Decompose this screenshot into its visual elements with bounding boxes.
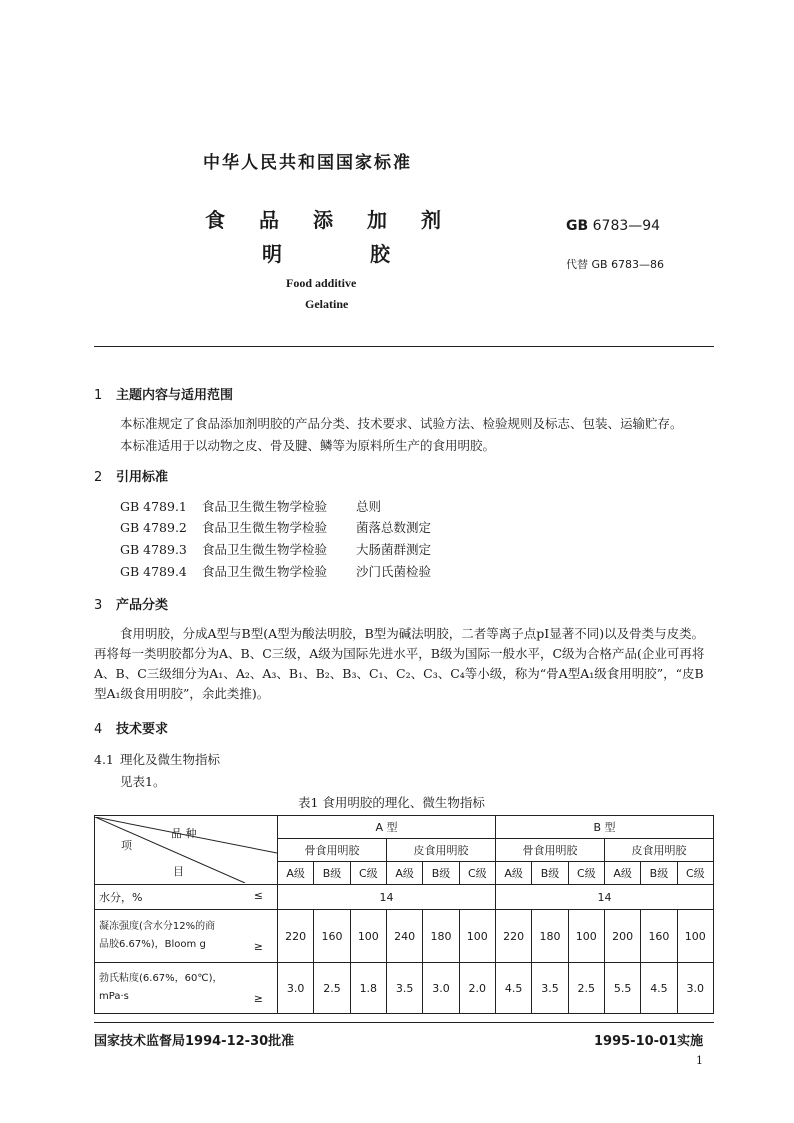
bone-header: 骨食用明胶 xyxy=(278,839,387,862)
section-title: 产品分类 xyxy=(116,598,169,613)
section-2-heading xyxy=(94,466,168,485)
section-title: 技术要求 xyxy=(116,722,169,737)
standard-body-title: 中华人民共和国国家标准 xyxy=(203,153,412,173)
value-cell: 100 xyxy=(350,910,386,963)
section-number: 4 xyxy=(94,722,103,737)
reference-item: GB 4789.3 食品卫生微生物学检验 大肠菌群测定 xyxy=(120,542,432,557)
table-corner-cell xyxy=(95,816,278,885)
value-cell: 160 xyxy=(641,910,677,963)
title-char: 剂 xyxy=(421,208,441,232)
value-cell: 220 xyxy=(495,910,531,963)
title-char: 明 xyxy=(262,242,282,266)
effective-date: 1995-10-01实施 xyxy=(594,1034,704,1049)
section-number: 3 xyxy=(94,598,103,613)
english-title-1: Food additive xyxy=(286,276,357,290)
reference-item: GB 4789.1 食品卫生微生物学检验 总则 xyxy=(120,499,382,514)
grade-cell: A级 xyxy=(386,862,422,885)
reference-item: GB 4789.4 食品卫生微生物学检验 沙门氏菌检验 xyxy=(120,564,432,579)
page-number: 1 xyxy=(696,1054,703,1067)
grade-cell: C级 xyxy=(350,862,386,885)
english-title-2: Gelatine xyxy=(305,297,349,311)
value-cell: 3.5 xyxy=(532,963,568,1014)
title-char: 品 xyxy=(259,208,279,232)
value-cell: 2.5 xyxy=(568,963,604,1014)
value-cell: 5.5 xyxy=(604,963,640,1014)
title-char: 胶 xyxy=(370,242,390,266)
section-3-paragraph: 食用明胶，分成A型与B型(A型为酸法明胶，B型为碱法明胶，二者等离子点pI显著不同)以及骨类与皮类。再将每一类明胶都分为A、B、C三级，A级为国际先进水平，B级为国际一般水平，C级为合格产品(企业可再将A、B、C三级细分为A₁、A₂、A₃、B₁、B₂、B₃、C₁、C₂、C₃、C₄等小级，称为“骨A型A₁级食用明胶”，“皮B型A₁级食用明胶”，余此类推)。 xyxy=(94,626,705,701)
moisture-a-value: 14 xyxy=(278,885,496,910)
value-cell: 3.0 xyxy=(423,963,459,1014)
bone-header: 骨食用明胶 xyxy=(495,839,604,862)
section-number: 1 xyxy=(94,388,103,403)
value-cell: 4.5 xyxy=(641,963,677,1014)
value-cell: 100 xyxy=(459,910,495,963)
section-1-heading xyxy=(94,384,233,403)
corner-item: 项 xyxy=(121,839,132,852)
std-prefix: GB xyxy=(566,218,589,234)
document-title xyxy=(205,204,441,233)
grade-cell: B级 xyxy=(423,862,459,885)
reference-item: GB 4789.2 食品卫生微生物学检验 菌落总数测定 xyxy=(120,520,432,535)
section-1-para-2: 本标准适用于以动物之皮、骨及腱、鳞等为原料所生产的食用明胶。 xyxy=(120,438,496,453)
section-4-heading xyxy=(94,718,168,737)
section-title: 主题内容与适用范围 xyxy=(116,388,234,403)
approval-date: 国家技术监督局1994-12-30批准 xyxy=(94,1034,295,1049)
section-number: 2 xyxy=(94,470,103,485)
section-title: 引用标准 xyxy=(116,470,169,485)
value-cell: 3.5 xyxy=(386,963,422,1014)
section-1-para-1: 本标准规定了食品添加剂明胶的产品分类、技术要求、试验方法、检验规则及标志、包装、运输贮存。 xyxy=(120,416,683,431)
grade-cell: B级 xyxy=(641,862,677,885)
corner-target: 目 xyxy=(173,865,184,878)
value-cell: 1.8 xyxy=(350,963,386,1014)
value-cell: 2.5 xyxy=(314,963,350,1014)
row-label: 勃氏粘度(6.67%，60℃)， mPa·s ≥ xyxy=(95,963,278,1014)
section-3-heading xyxy=(94,594,168,613)
title-char: 食 xyxy=(205,208,225,232)
spec-table xyxy=(94,815,714,1014)
replaces-standard: 代替 GB 6783—86 xyxy=(566,258,665,271)
grade-cell: A级 xyxy=(278,862,314,885)
type-a-header: A 型 xyxy=(278,816,496,839)
skin-header: 皮食用明胶 xyxy=(604,839,713,862)
value-cell: 220 xyxy=(278,910,314,963)
value-cell: 100 xyxy=(568,910,604,963)
grade-cell: A级 xyxy=(495,862,531,885)
subsection-4-1: 4.1 理化及微生物指标 xyxy=(94,752,221,767)
skin-header: 皮食用明胶 xyxy=(386,839,495,862)
value-cell: 3.0 xyxy=(278,963,314,1014)
value-cell: 100 xyxy=(677,910,713,963)
corner-variety: 品 种 xyxy=(171,827,197,840)
value-cell: 2.0 xyxy=(459,963,495,1014)
document-subtitle xyxy=(262,238,390,267)
grade-cell: B级 xyxy=(314,862,350,885)
std-number: 6783—94 xyxy=(592,218,661,234)
moisture-b-value: 14 xyxy=(495,885,713,910)
value-cell: 4.5 xyxy=(495,963,531,1014)
table-caption: 表1 食用明胶的理化、微生物指标 xyxy=(298,795,485,810)
header-rule xyxy=(94,346,714,347)
grade-cell: C级 xyxy=(568,862,604,885)
title-char: 添 xyxy=(313,208,333,232)
grade-cell: C级 xyxy=(459,862,495,885)
type-b-header: B 型 xyxy=(495,816,713,839)
see-table-note: 见表1。 xyxy=(120,774,166,789)
grade-cell: C级 xyxy=(677,862,713,885)
grade-cell: A级 xyxy=(604,862,640,885)
grade-cell: B级 xyxy=(532,862,568,885)
standard-number xyxy=(566,218,660,234)
value-cell: 180 xyxy=(423,910,459,963)
value-cell: 240 xyxy=(386,910,422,963)
row-label: 水分，% ≤ xyxy=(95,885,278,910)
title-char: 加 xyxy=(367,208,387,232)
value-cell: 180 xyxy=(532,910,568,963)
value-cell: 200 xyxy=(604,910,640,963)
value-cell: 3.0 xyxy=(677,963,713,1014)
row-label: 凝冻强度(含水分12%的商 品胶6.67%)，Bloom g ≥ xyxy=(95,910,278,963)
footer-rule xyxy=(94,1022,714,1023)
value-cell: 160 xyxy=(314,910,350,963)
